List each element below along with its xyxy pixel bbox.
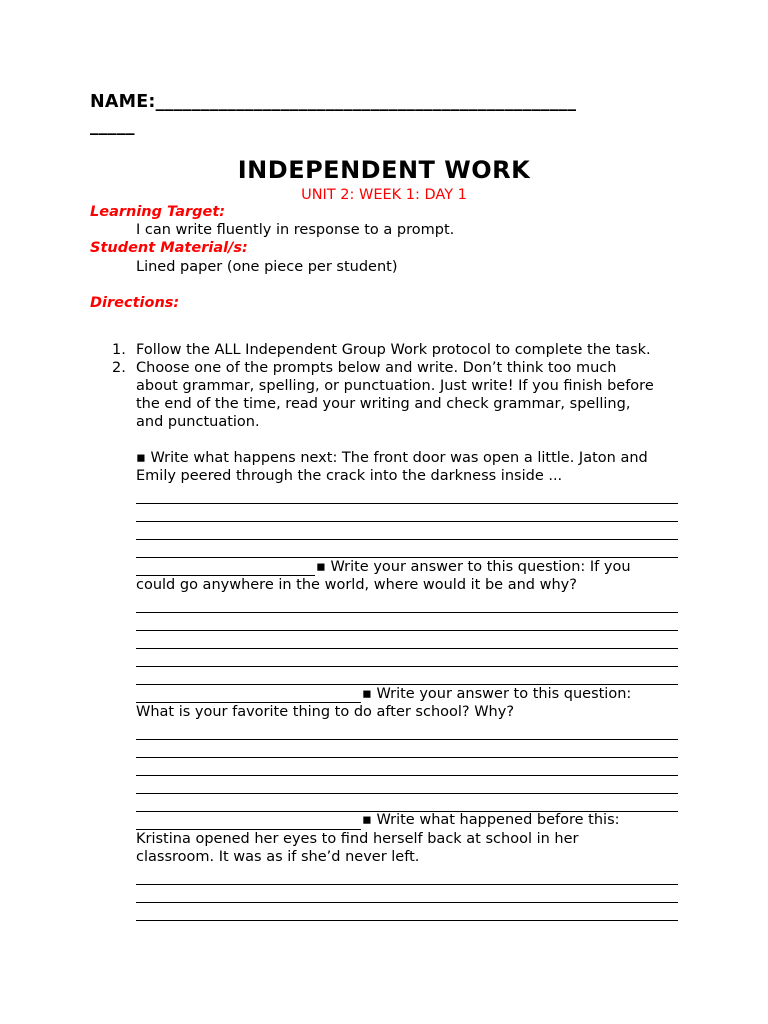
- direction-number-2: 2.: [112, 360, 126, 376]
- unit-week-day: UNIT 2: WEEK 1: DAY 1: [301, 187, 467, 203]
- learning-target-text: I can write fluently in response to a prompt.: [136, 222, 455, 238]
- prompt-4-line-1: [362, 812, 620, 828]
- writing-line[interactable]: [136, 775, 678, 776]
- student-materials-text: Lined paper (one piece per student): [136, 259, 398, 275]
- bullet-icon: ▪: [362, 686, 372, 702]
- writing-line[interactable]: [136, 793, 678, 794]
- name-label: NAME:: [90, 92, 156, 112]
- writing-line[interactable]: [136, 684, 678, 685]
- name-blank: _______________________________________________: [155, 92, 577, 112]
- direction-1-line-1: Follow the ALL Independent Group Work protocol to complete the task.: [136, 342, 651, 358]
- page-title: INDEPENDENT WORK: [237, 156, 531, 184]
- writing-line-partial[interactable]: [136, 575, 315, 576]
- writing-line[interactable]: [136, 920, 678, 921]
- student-materials-label: Student Material/s:: [90, 240, 248, 256]
- name-blank-continued: _____: [90, 116, 135, 136]
- writing-line[interactable]: [136, 539, 678, 540]
- direction-2-line-1: Choose one of the prompts below and write. Don’t think too much: [136, 360, 617, 376]
- bullet-icon: ▪: [316, 559, 326, 575]
- writing-line[interactable]: [136, 557, 678, 558]
- prompt-4-text: Write what happened before this:: [376, 812, 620, 828]
- direction-number-1: 1.: [112, 342, 126, 358]
- prompt-3-line-2: What is your favorite thing to do after school? Why?: [136, 704, 515, 720]
- prompt-4-line-2: Kristina opened her eyes to find herself back at school in her: [136, 831, 579, 847]
- direction-2-line-2: about grammar, spelling, or punctuation. Just write! If you finish before: [136, 378, 654, 394]
- bullet-icon: ▪: [362, 812, 372, 828]
- direction-2-line-4: and punctuation.: [136, 414, 260, 430]
- prompt-1-text: Write what happens next: The front door was open a little. Jaton and: [150, 450, 648, 466]
- writing-line[interactable]: [136, 521, 678, 522]
- prompt-2-text: Write your answer to this question: If you: [330, 559, 631, 575]
- prompt-2-line-2: could go anywhere in the world, where would it be and why?: [136, 577, 577, 593]
- writing-line[interactable]: [136, 739, 678, 740]
- writing-line[interactable]: [136, 612, 678, 613]
- writing-line[interactable]: [136, 884, 678, 885]
- writing-line[interactable]: [136, 648, 678, 649]
- writing-line-partial[interactable]: [136, 702, 361, 703]
- prompt-4-line-3: classroom. It was as if she’d never left.: [136, 849, 420, 865]
- prompt-2-line-1: [316, 559, 631, 575]
- learning-target-label: Learning Target:: [90, 204, 226, 220]
- direction-2-line-3: the end of the time, read your writing and check grammar, spelling,: [136, 396, 631, 412]
- writing-line-partial[interactable]: [136, 829, 361, 830]
- writing-line[interactable]: [136, 666, 678, 667]
- name-field-label: [90, 92, 576, 112]
- prompt-1-line-1: [136, 450, 648, 466]
- bullet-icon: ▪: [136, 450, 146, 466]
- prompt-3-line-1: [362, 686, 631, 702]
- writing-line[interactable]: [136, 503, 678, 504]
- writing-line[interactable]: [136, 630, 678, 631]
- writing-line[interactable]: [136, 902, 678, 903]
- prompt-3-text: Write your answer to this question:: [376, 686, 632, 702]
- prompt-1-line-2: Emily peered through the crack into the darkness inside ...: [136, 468, 563, 484]
- writing-line[interactable]: [136, 757, 678, 758]
- directions-label: Directions:: [90, 295, 180, 311]
